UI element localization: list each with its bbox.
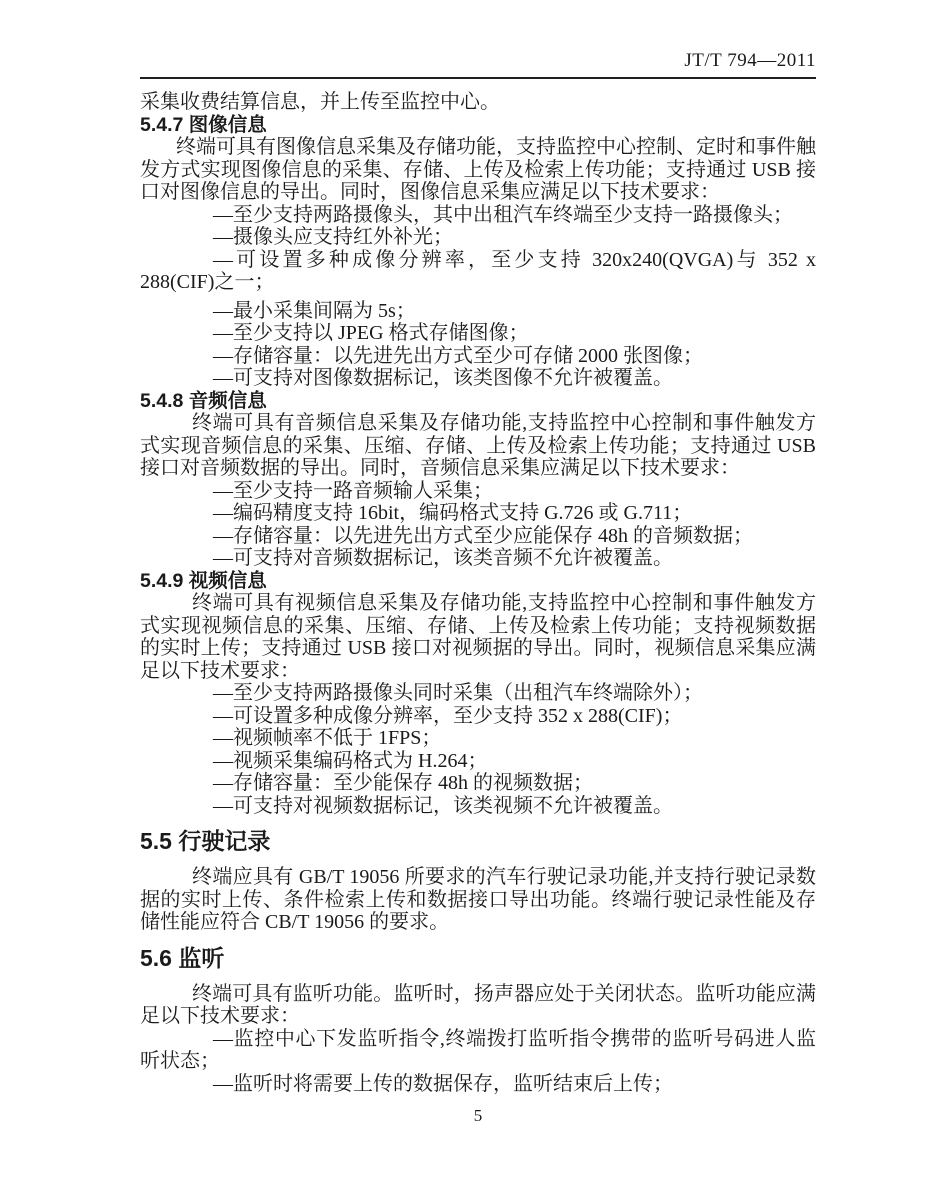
section-heading: 5.6 监听 bbox=[140, 944, 225, 971]
page-footer bbox=[140, 1106, 816, 1126]
paragraph: 终端可具有音频信息采集及存储功能,支持监控中心控制和事件触发方式实现音频信息的采集、压缩、存储、上传及检索上传功能；支持通过 USB 接口对音频数据的导出。同时，音频信息采集应满足以下技术要求： bbox=[140, 412, 816, 479]
paragraph: 终端应具有 GB/T 19056 所要求的汽车行驶记录功能,并支持行驶记录数据的实时上传、条件检索上传和数据接口导出功能。终端行驶记录性能及存储性能应符合 CB/T 19056 的要求。 bbox=[140, 866, 816, 933]
subsection-heading: 5.4.7 图像信息 bbox=[140, 113, 267, 136]
document-content bbox=[140, 91, 816, 1095]
page-header bbox=[140, 50, 816, 79]
section-heading: 5.5 行驶记录 bbox=[140, 828, 271, 854]
document-number: JT/T 794—2011 bbox=[684, 50, 816, 71]
subsection-heading: 5.4.9 视频信息 bbox=[140, 569, 267, 592]
paragraph: 终端可具有图像信息采集及存储功能，支持监控中心控制、定时和事件触发方式实现图像信息的采集、存储、上传及检索上传功能；支持通过 USB 接口对图像信息的导出。同时，图像信息采集应满足以下技术要求： bbox=[140, 136, 816, 203]
list-item: —可支持对音频数据标记，该类音频不允许被覆盖。 bbox=[213, 547, 673, 569]
list-item: —可支持对视频数据标记，该类视频不允许被覆盖。 bbox=[213, 794, 673, 817]
paragraph: 终端可具有视频信息采集及存储功能,支持监控中心控制和事件触发方式实现视频信息的采集、压缩、存储、上传及检索上传功能；支持视频数据的实时上传；支持通过 USB 接口对视频据的导出。同时，视频信息采集应满足以下技术要求： bbox=[140, 592, 816, 682]
list-item: —存储容量：以先进先出方式至少应能保存 48h 的音频数据； bbox=[213, 524, 753, 547]
list-item: —可设置多种成像分辨率，至少支持 352 x 288(CIF)； bbox=[213, 704, 683, 727]
subsection-heading: 5.4.8 音频信息 bbox=[140, 389, 267, 412]
list-item: —存储容量：至少能保存 48h 的视频数据； bbox=[213, 772, 593, 794]
list-item: —编码精度支持 16bit，编码格式支持 G.726 或 G.711； bbox=[213, 502, 693, 524]
list-item: —监听时将需要上传的数据保存，监听结束后上传； bbox=[213, 1072, 673, 1095]
list-item: —视频采集编码格式为 H.264； bbox=[213, 749, 488, 772]
paragraph: 终端可具有监听功能。监听时，扬声器应处于关闭状态。监听功能应满足以下技术要求： bbox=[140, 982, 816, 1027]
list-item: —至少支持两路摄像头，其中出租汽车终端至少支持一路摄像头； bbox=[213, 203, 793, 226]
list-item: —可支持对图像数据标记，该类图像不允许被覆盖。 bbox=[213, 367, 673, 389]
list-item: —至少支持两路摄像头同时采集（出租汽车终端除外）； bbox=[213, 682, 703, 704]
continuation-text: 采集收费结算信息，并上传至监控中心。 bbox=[140, 91, 500, 113]
page-number: 5 bbox=[473, 1106, 483, 1125]
list-item: —存储容量：以先进先出方式至少可存储 2000 张图像； bbox=[213, 344, 703, 367]
list-item: —视频帧率不低于 1FPS； bbox=[213, 727, 442, 749]
list-item: —至少支持一路音频输人采集； bbox=[213, 479, 493, 502]
list-item: —可设置多种成像分辨率，至少支持 320x240(QVGA)与 352 x 288(CIF)之一； bbox=[140, 248, 816, 293]
list-item: —最小采集间隔为 5s； bbox=[213, 299, 416, 322]
list-item: —至少支持以 JPEG 格式存储图像； bbox=[213, 322, 529, 344]
list-item: —监控中心下发监听指令,终端拨打监听指令携带的监听号码进人监听状态； bbox=[140, 1027, 816, 1072]
list-item: —摄像头应支持红外补光； bbox=[213, 226, 453, 248]
